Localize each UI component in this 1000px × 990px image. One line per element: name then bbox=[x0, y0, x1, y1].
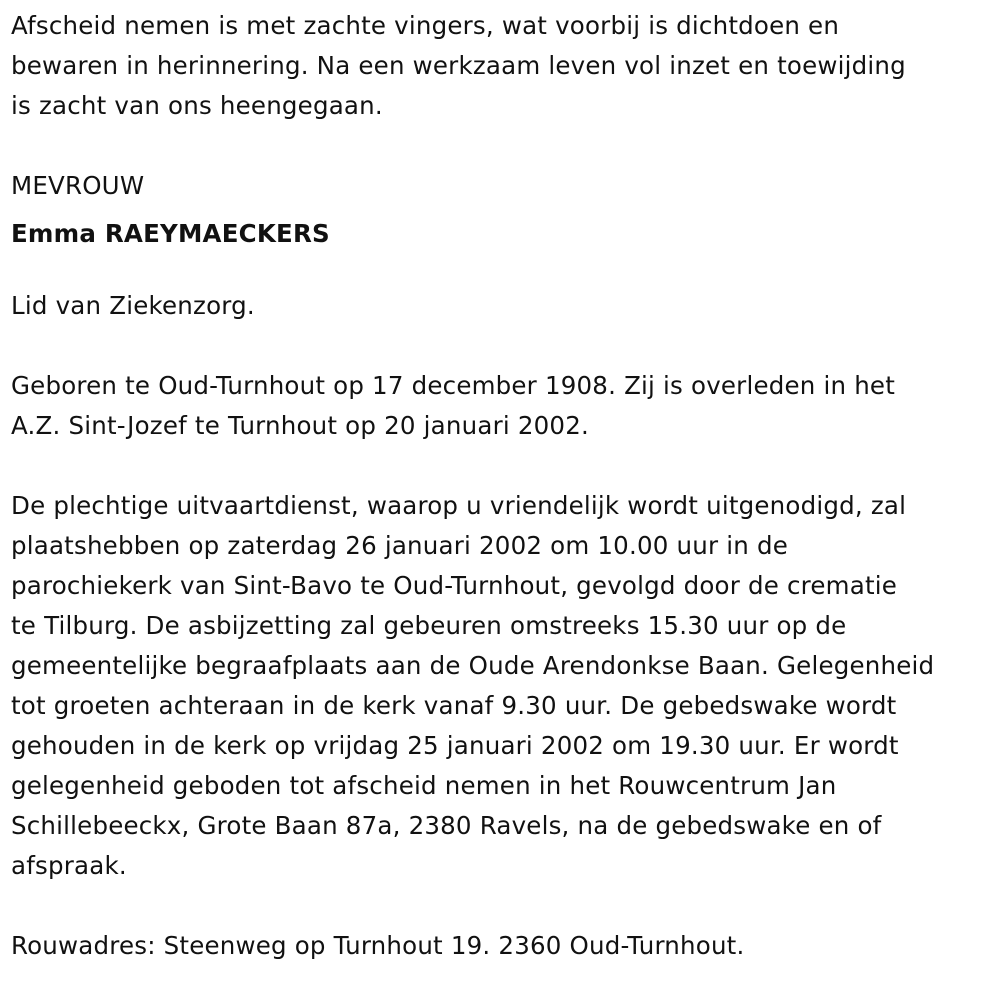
intro-line: bewaren in herinnering. Na een werkzaam leven vol inzet en toewijding bbox=[11, 51, 906, 80]
service-line: Schillebeeckx, Grote Baan 87a, 2380 Ravels, na de gebedswake en of bbox=[11, 811, 882, 840]
service-line: De plechtige uitvaartdienst, waarop u vriendelijk wordt uitgenodigd, zal bbox=[11, 491, 907, 520]
service-line: afspraak. bbox=[11, 851, 127, 880]
obituary-notice bbox=[11, 6, 996, 966]
service-line: te Tilburg. De asbijzetting zal gebeuren omstreeks 15.30 uur op de bbox=[11, 611, 847, 640]
birth-death-line: Geboren te Oud-Turnhout op 17 december 1908. Zij is overleden in het bbox=[11, 371, 895, 400]
service-line: gehouden in de kerk op vrijdag 25 januari 2002 om 19.30 uur. Er wordt bbox=[11, 731, 899, 760]
birth-death-line: A.Z. Sint-Jozef te Turnhout op 20 januari 2002. bbox=[11, 411, 589, 440]
service-line: gelegenheid geboden tot afscheid nemen in het Rouwcentrum Jan bbox=[11, 771, 837, 800]
membership-line: Lid van Ziekenzorg. bbox=[11, 291, 255, 320]
deceased-name: Emma RAEYMAECKERS bbox=[11, 219, 330, 248]
service-line: tot groeten achteraan in de kerk vanaf 9.30 uur. De gebedswake wordt bbox=[11, 691, 897, 720]
service-line: plaatshebben op zaterdag 26 januari 2002 om 10.00 uur in de bbox=[11, 531, 788, 560]
intro-line: Afscheid nemen is met zachte vingers, wat voorbij is dichtdoen en bbox=[11, 11, 840, 40]
service-line: parochiekerk van Sint-Bavo te Oud-Turnhout, gevolgd door de crematie bbox=[11, 571, 898, 600]
service-line: gemeentelijke begraafplaats aan de Oude Arendonkse Baan. Gelegenheid bbox=[11, 651, 935, 680]
intro-line: is zacht van ons heengegaan. bbox=[11, 91, 383, 120]
intro-paragraph bbox=[11, 6, 996, 126]
birth-death-paragraph bbox=[11, 366, 996, 446]
service-paragraph bbox=[11, 486, 996, 886]
salutation: MEVROUW bbox=[11, 171, 145, 200]
address-line: Rouwadres: Steenweg op Turnhout 19. 2360 Oud-Turnhout. bbox=[11, 931, 745, 960]
